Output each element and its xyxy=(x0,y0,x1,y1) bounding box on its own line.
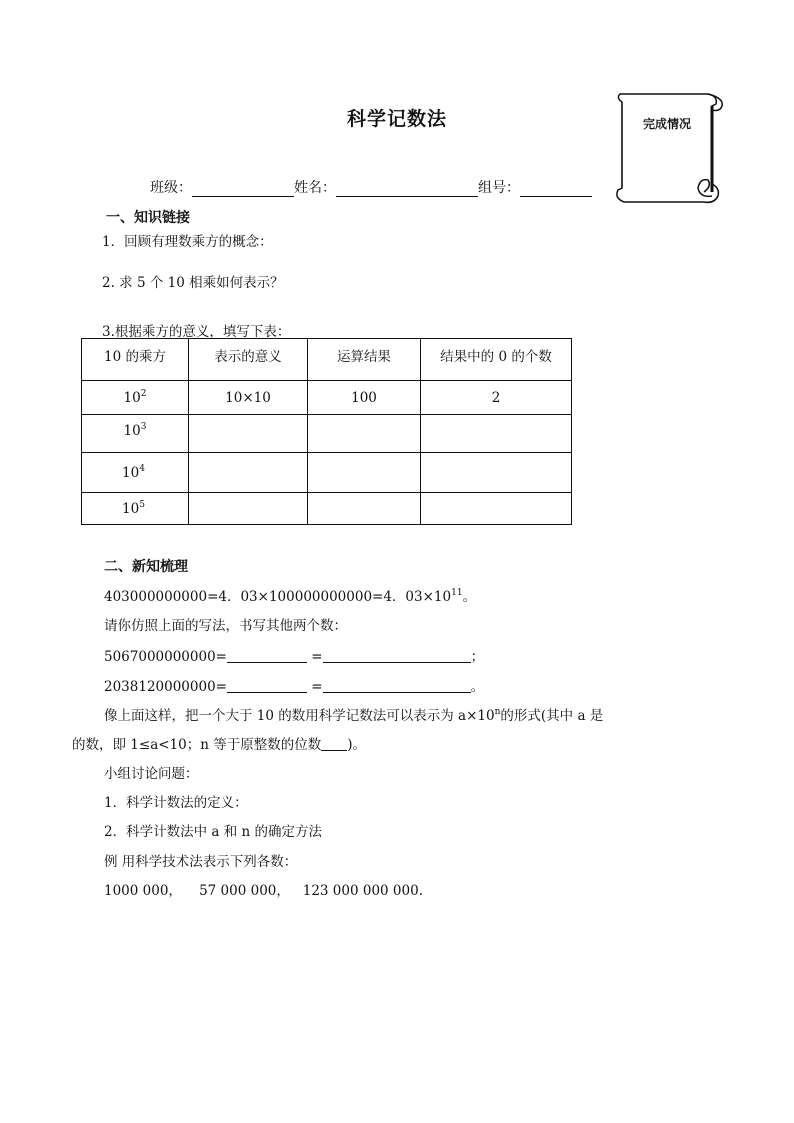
section1-heading: 一、知识链接 xyxy=(106,210,190,226)
zeros-cell[interactable] xyxy=(421,493,572,525)
header-cell: 运算结果 xyxy=(308,339,421,381)
example-title: 例 用科学技术法表示下列各数： xyxy=(104,854,298,870)
table-row xyxy=(82,415,572,453)
zeros-cell: 2 xyxy=(421,381,572,415)
exercise-1-blank-b[interactable] xyxy=(323,649,471,663)
class-label: 班级： xyxy=(150,180,192,196)
scroll-icon xyxy=(608,92,726,204)
meaning-cell[interactable] xyxy=(189,453,308,493)
imitate-instruction: 请你仿照上面的写法，书写其他两个数： xyxy=(104,618,347,634)
power-cell: $10^5$ xyxy=(82,493,189,525)
definition-line-2: 的数，即 1≤a<10；n 等于原整数的位数 )。 xyxy=(72,737,366,753)
page-title: 科学记数法 xyxy=(346,108,447,130)
powers-table xyxy=(81,338,572,525)
digit-count-blank[interactable] xyxy=(321,737,347,751)
exercise-2-blank-a[interactable] xyxy=(227,679,307,693)
meaning-cell: 10×10 xyxy=(189,381,308,415)
header-cell: 10 的乘方 xyxy=(82,339,189,381)
question-1: 1．回顾有理数乘方的概念： xyxy=(102,234,273,250)
completion-badge: 完成情况 xyxy=(642,117,691,131)
discussion-1: 1．科学计数法的定义： xyxy=(104,795,248,811)
exercise-2-blank-b[interactable] xyxy=(323,679,471,693)
definition-line-1: 像上面这样，把一个大于 10 的数用科学记数法可以表示为 $a\times 10^n$的形式(其中 a 是 xyxy=(104,707,604,724)
question-3: 3.根据乘方的意义，填写下表： xyxy=(102,324,291,340)
class-field[interactable] xyxy=(192,182,294,197)
result-cell[interactable] xyxy=(308,415,421,453)
result-cell[interactable] xyxy=(308,453,421,493)
result-cell: 100 xyxy=(308,381,421,415)
student-info-row xyxy=(150,177,592,197)
section2-heading: 二、新知梳理 xyxy=(104,559,188,575)
exercise-2: 2038120000000= = 。 xyxy=(104,679,485,695)
result-cell[interactable] xyxy=(308,493,421,525)
table-header-row xyxy=(82,339,572,381)
header-cell: 表示的意义 xyxy=(189,339,308,381)
group-label: 组号： xyxy=(478,180,520,196)
power-cell: $10^2$ xyxy=(82,381,189,415)
group-field[interactable] xyxy=(520,182,592,197)
worked-example: 403000000000=4．03×100000000000=4．$03\times 10^{11}$。 xyxy=(104,588,477,605)
power-cell: $10^4$ xyxy=(82,453,189,493)
example-numbers: 1000 000， 57 000 000， 123 000 000 000. xyxy=(104,883,423,899)
name-label: 姓名： xyxy=(294,180,336,196)
power-cell: $10^3$ xyxy=(82,415,189,453)
table-row xyxy=(82,381,572,415)
name-field[interactable] xyxy=(336,182,478,197)
table-row xyxy=(82,453,572,493)
question-2: 2. 求 5 个 10 相乘如何表示？ xyxy=(102,275,284,291)
meaning-cell[interactable] xyxy=(189,493,308,525)
zeros-cell[interactable] xyxy=(421,415,572,453)
discussion-2: 2．科学计数法中 a 和 n 的确定方法 xyxy=(104,824,322,840)
exercise-1: 5067000000000= = ； xyxy=(104,649,485,665)
header-cell: 结果中的 0 的个数 xyxy=(421,339,572,381)
zeros-cell[interactable] xyxy=(421,453,572,493)
meaning-cell[interactable] xyxy=(189,415,308,453)
discussion-heading: 小组讨论问题： xyxy=(104,766,199,782)
table-row xyxy=(82,493,572,525)
exercise-1-blank-a[interactable] xyxy=(227,649,307,663)
